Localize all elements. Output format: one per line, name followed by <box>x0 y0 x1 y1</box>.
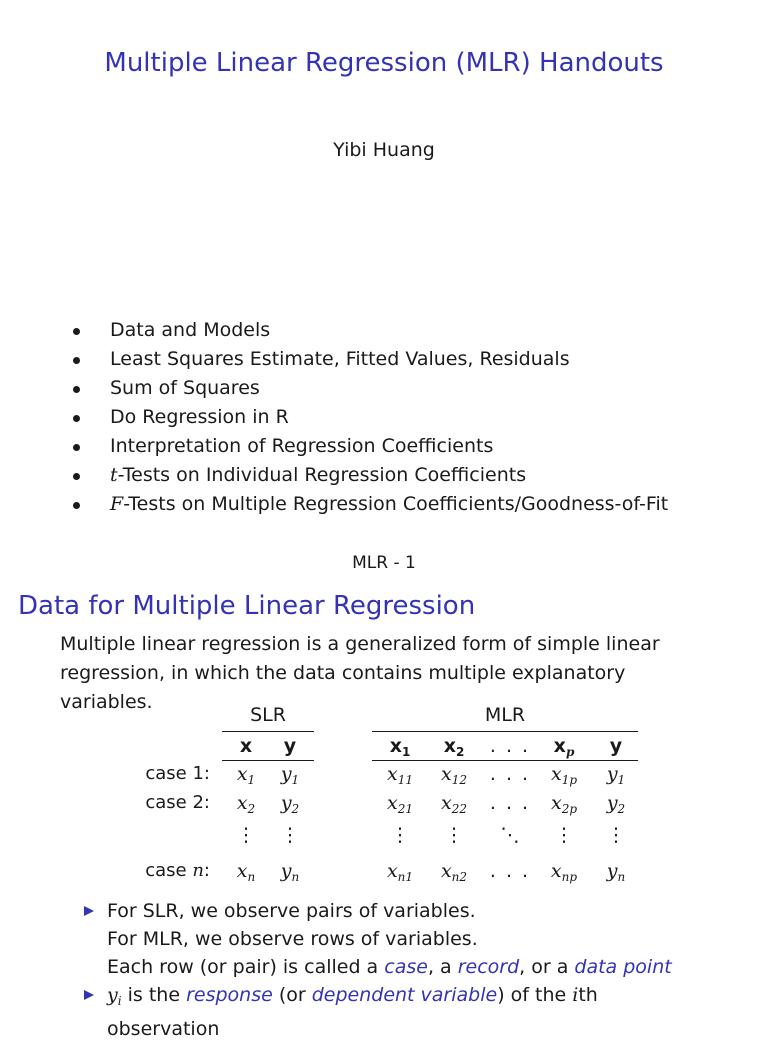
table-cell: $x_{n2}$ <box>440 860 468 884</box>
math-sub: i <box>117 994 122 1008</box>
group-header-slr: SLR <box>250 704 286 726</box>
table-cell: ⋮ <box>280 824 300 846</box>
triangle-bullet-icon <box>84 990 94 1000</box>
table-cell: $y_2$ <box>606 792 626 816</box>
outline-item-label: Do Regression in R <box>110 406 289 428</box>
table-cell: ⋮ <box>444 824 464 846</box>
column-header: . . . <box>489 735 531 757</box>
outline-item <box>70 490 668 519</box>
row-label: case 1: <box>145 763 210 784</box>
table-cell: $x_1$ <box>236 763 256 787</box>
bullet-text: Each row (or pair) is called a <box>107 956 385 978</box>
math-var: i <box>572 984 579 1006</box>
table-cell: $x_{2p}$ <box>550 792 578 816</box>
bullet-dot-icon <box>73 328 80 335</box>
table-cell: . . . <box>489 792 531 814</box>
bullet-text: ) of the <box>497 984 573 1006</box>
header-rule <box>372 760 638 761</box>
table-cell: $x_{11}$ <box>387 763 413 787</box>
bullet-dot-icon <box>73 357 80 364</box>
triangle-bullet-icon <box>84 906 94 916</box>
table-cell: ⋮ <box>606 824 626 846</box>
table-cell: . . . <box>489 763 531 785</box>
bullet-dot-icon <box>73 473 80 480</box>
term-dependent-variable: dependent variable <box>311 984 498 1006</box>
table-cell: $x_{21}$ <box>387 792 413 816</box>
table-cell: $y_1$ <box>606 763 626 787</box>
column-header: x <box>239 735 253 757</box>
group-header-mlr: MLR <box>484 704 526 726</box>
column-header: $x_2$ <box>443 735 465 759</box>
term-data-point: data point <box>574 956 672 978</box>
outline-item <box>70 432 668 461</box>
section-title: Data for Multiple Linear Regression <box>18 591 476 621</box>
outline-item-label: t-Tests on Individual Regression Coefficients <box>110 464 527 486</box>
table-cell: $x_n$ <box>236 860 256 884</box>
bullet-dot-icon <box>73 415 80 422</box>
outline-item <box>70 345 668 374</box>
math-var: t <box>110 464 118 486</box>
bullet-line: For SLR, we observe pairs of variables. <box>107 900 476 922</box>
row-label: case 2: <box>145 792 210 813</box>
bullet-item <box>82 981 672 1043</box>
table-cell: . . . <box>489 860 531 882</box>
bullet-dot-icon <box>73 502 80 509</box>
table-cell: $x_{12}$ <box>441 763 467 787</box>
slide-title: Multiple Linear Regression (MLR) Handouts <box>104 48 664 78</box>
bullet-line <box>107 981 672 1015</box>
math-var: y <box>107 984 118 1006</box>
bullet-line: For MLR, we observe rows of variables. <box>107 928 478 950</box>
outline-item <box>70 374 668 403</box>
term-record: record <box>457 956 520 978</box>
term-response: response <box>186 984 273 1006</box>
table-cell: $y_2$ <box>280 792 300 816</box>
column-header: y <box>609 735 623 757</box>
column-header: $x_p$ <box>553 735 575 759</box>
bullet-dot-icon <box>73 386 80 393</box>
table-cell: ⋮ <box>390 824 410 846</box>
table-cell: $y_n$ <box>280 860 300 884</box>
group-rule <box>222 731 314 732</box>
column-header: y <box>283 735 297 757</box>
outline-item <box>70 461 668 490</box>
page-number: MLR - 1 <box>352 553 416 573</box>
intro-paragraph: Multiple linear regression is a generalized form of simple linear regression, in which the data contains multiple explanatory variables. <box>60 633 660 713</box>
table-cell: $y_n$ <box>606 860 626 884</box>
bullet-list <box>82 897 672 1043</box>
outline-item-label: Interpretation of Regression Coefficients <box>110 435 494 457</box>
outline-item <box>70 403 668 432</box>
row-label: case n: <box>145 860 210 881</box>
table-cell: $y_1$ <box>280 763 300 787</box>
outline-list <box>70 316 668 519</box>
math-var: F <box>110 493 124 515</box>
bullet-text: , or a <box>519 956 575 978</box>
bullet-text: th <box>578 984 598 1006</box>
table-cell: $x_2$ <box>236 792 256 816</box>
author-name: Yibi Huang <box>333 139 435 161</box>
bullet-text: , a <box>427 956 458 978</box>
bullet-line: observation <box>107 1018 220 1040</box>
outline-item-label: Data and Models <box>110 319 271 341</box>
table-cell: $x_{np}$ <box>550 860 578 884</box>
outline-item <box>70 316 668 345</box>
bullet-dot-icon <box>73 444 80 451</box>
table-cell: ⋱ <box>500 824 520 846</box>
header-rule <box>222 760 314 761</box>
outline-item-label: Sum of Squares <box>110 377 260 399</box>
term-case: case <box>384 956 428 978</box>
outline-item-label: Least Squares Estimate, Fitted Values, Residuals <box>110 348 570 370</box>
bullet-text: (or <box>272 984 312 1006</box>
table-cell: $x_{n1}$ <box>386 860 414 884</box>
table-cell: $x_{22}$ <box>441 792 467 816</box>
table-cell: ⋮ <box>554 824 574 846</box>
bullet-line <box>107 953 672 981</box>
table-cell: ⋮ <box>236 824 256 846</box>
bullet-text: is the <box>121 984 187 1006</box>
group-rule <box>372 731 638 732</box>
column-header: $x_1$ <box>389 735 411 759</box>
outline-item-label: F-Tests on Multiple Regression Coefficients/Goodness-of-Fit <box>110 493 669 515</box>
bullet-item <box>82 897 672 981</box>
table-cell: $x_{1p}$ <box>550 763 578 787</box>
